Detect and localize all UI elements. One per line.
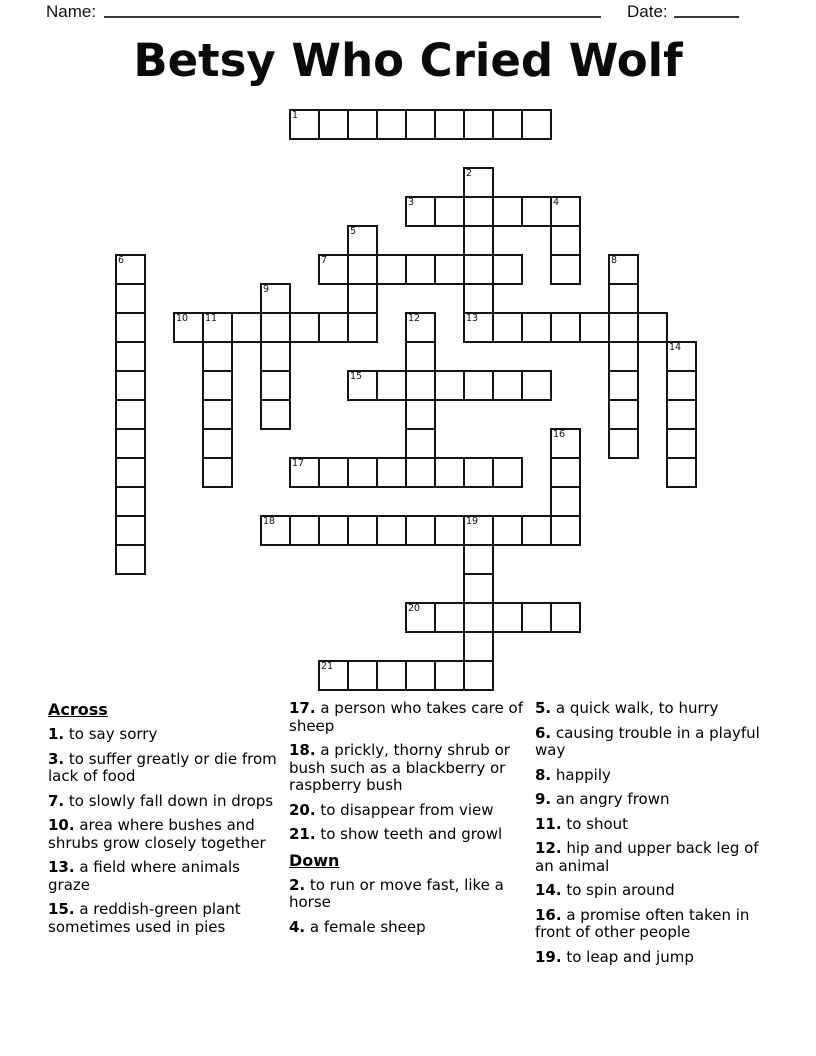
grid-cell-r12c6[interactable] bbox=[289, 457, 320, 488]
clue-down-9-number: 9. bbox=[535, 790, 552, 808]
clue-down-4 bbox=[289, 919, 527, 937]
grid-cell-r9c13[interactable] bbox=[492, 370, 523, 401]
grid-cell-r5c8[interactable] bbox=[347, 254, 378, 285]
clue-across-15-text: a reddish-green plant sometimes used in pies bbox=[48, 900, 241, 936]
clue-across-1-text: to say sorry bbox=[64, 725, 158, 743]
clue-across-13 bbox=[48, 859, 284, 894]
grid-cell-r14c5[interactable] bbox=[260, 515, 291, 546]
grid-cell-r14c13[interactable] bbox=[492, 515, 523, 546]
grid-cell-r17c11[interactable] bbox=[434, 602, 465, 633]
grid-cell-r13c15[interactable] bbox=[550, 486, 581, 517]
grid-cell-r8c5[interactable] bbox=[260, 341, 291, 372]
grid-cell-r19c12[interactable] bbox=[463, 660, 494, 691]
grid-cell-r12c15[interactable] bbox=[550, 457, 581, 488]
grid-cell-r12c13[interactable] bbox=[492, 457, 523, 488]
clue-across-3 bbox=[48, 751, 284, 786]
grid-cell-r5c9[interactable] bbox=[376, 254, 407, 285]
grid-cell-r7c7[interactable] bbox=[318, 312, 349, 343]
grid-cell-r7c12[interactable] bbox=[463, 312, 494, 343]
clue-number-14: 14 bbox=[669, 342, 682, 353]
grid-cell-r5c7[interactable] bbox=[318, 254, 349, 285]
clue-across-15-number: 15. bbox=[48, 900, 75, 918]
grid-cell-r5c13[interactable] bbox=[492, 254, 523, 285]
grid-cell-r12c0[interactable] bbox=[115, 457, 146, 488]
clue-across-21 bbox=[289, 826, 527, 844]
grid-cell-r19c11[interactable] bbox=[434, 660, 465, 691]
grid-cell-r12c3[interactable] bbox=[202, 457, 233, 488]
clue-number-18: 18 bbox=[263, 516, 276, 527]
clue-across-21-number: 21. bbox=[289, 825, 316, 843]
grid-cell-r12c12[interactable] bbox=[463, 457, 494, 488]
grid-cell-r12c9[interactable] bbox=[376, 457, 407, 488]
clue-across-20 bbox=[289, 802, 527, 820]
clue-number-4: 4 bbox=[553, 197, 560, 208]
grid-cell-r19c10[interactable] bbox=[405, 660, 436, 691]
clue-down-16-text: a promise often taken in front of other people bbox=[535, 905, 750, 941]
clue-across-13-number: 13. bbox=[48, 858, 75, 876]
grid-cell-r6c0[interactable] bbox=[115, 283, 146, 314]
grid-cell-r17c13[interactable] bbox=[492, 602, 523, 633]
date-label: Date: bbox=[627, 2, 668, 21]
grid-cell-r9c14[interactable] bbox=[521, 370, 552, 401]
grid-cell-r6c12[interactable] bbox=[463, 283, 494, 314]
clue-across-20-text: to disappear from view bbox=[315, 800, 494, 819]
grid-cell-r7c16[interactable] bbox=[579, 312, 610, 343]
grid-cell-r19c7[interactable] bbox=[318, 660, 349, 691]
clue-across-20-number: 20. bbox=[289, 800, 316, 819]
grid-cell-r14c11[interactable] bbox=[434, 515, 465, 546]
grid-cell-r15c12[interactable] bbox=[463, 544, 494, 575]
grid-cell-r9c5[interactable] bbox=[260, 370, 291, 401]
grid-cell-r9c3[interactable] bbox=[202, 370, 233, 401]
grid-cell-r9c11[interactable] bbox=[434, 370, 465, 401]
grid-cell-r9c19[interactable] bbox=[666, 370, 697, 401]
clue-down-2-number: 2. bbox=[289, 875, 306, 894]
grid-cell-r7c13[interactable] bbox=[492, 312, 523, 343]
grid-cell-r3c13[interactable] bbox=[492, 196, 523, 227]
grid-cell-r14c8[interactable] bbox=[347, 515, 378, 546]
clue-down-16 bbox=[535, 907, 765, 942]
grid-cell-r8c10[interactable] bbox=[405, 341, 436, 372]
clue-across-1-number: 1. bbox=[48, 725, 65, 743]
grid-cell-r5c11[interactable] bbox=[434, 254, 465, 285]
grid-cell-r0c7[interactable] bbox=[318, 109, 349, 140]
grid-cell-r9c9[interactable] bbox=[376, 370, 407, 401]
grid-cell-r3c11[interactable] bbox=[434, 196, 465, 227]
grid-cell-r5c0[interactable] bbox=[115, 254, 146, 285]
clue-across-15 bbox=[48, 901, 284, 936]
grid-cell-r7c3[interactable] bbox=[202, 312, 233, 343]
clue-across-7-number: 7. bbox=[48, 791, 65, 810]
clue-across-10-number: 10. bbox=[48, 816, 75, 834]
grid-cell-r4c8[interactable] bbox=[347, 225, 378, 256]
grid-cell-r11c3[interactable] bbox=[202, 428, 233, 459]
grid-cell-r9c0[interactable] bbox=[115, 370, 146, 401]
grid-cell-r3c14[interactable] bbox=[521, 196, 552, 227]
clue-down-4-text: a female sheep bbox=[305, 917, 426, 936]
grid-cell-r3c12[interactable] bbox=[463, 196, 494, 227]
grid-cell-r0c13[interactable] bbox=[492, 109, 523, 140]
clue-down-6-text: causing trouble in a playful way bbox=[535, 723, 760, 759]
clue-number-10: 10 bbox=[176, 313, 189, 324]
clue-across-3-text: to suffer greatly or die from lack of food bbox=[48, 749, 277, 785]
grid-cell-r0c14[interactable] bbox=[521, 109, 552, 140]
grid-cell-r17c10[interactable] bbox=[405, 602, 436, 633]
clue-across-18 bbox=[289, 742, 527, 795]
grid-cell-r14c7[interactable] bbox=[318, 515, 349, 546]
clue-down-5-number: 5. bbox=[535, 699, 552, 717]
clue-down-8-text: happily bbox=[551, 765, 611, 784]
grid-cell-r12c19[interactable] bbox=[666, 457, 697, 488]
grid-cell-r11c0[interactable] bbox=[115, 428, 146, 459]
grid-cell-r10c5[interactable] bbox=[260, 399, 291, 430]
grid-cell-r0c6[interactable] bbox=[289, 109, 320, 140]
grid-cell-r7c5[interactable] bbox=[260, 312, 291, 343]
grid-cell-r8c17[interactable] bbox=[608, 341, 639, 372]
clue-down-14-number: 14. bbox=[535, 881, 562, 899]
clue-number-12: 12 bbox=[408, 313, 421, 324]
clue-down-6 bbox=[535, 725, 765, 760]
clue-down-2-text: to run or move fast, like a horse bbox=[289, 875, 504, 911]
grid-cell-r14c10[interactable] bbox=[405, 515, 436, 546]
clue-number-19: 19 bbox=[466, 516, 479, 527]
name-input-line[interactable] bbox=[104, 0, 601, 18]
grid-cell-r12c10[interactable] bbox=[405, 457, 436, 488]
grid-cell-r5c17[interactable] bbox=[608, 254, 639, 285]
clue-down-11 bbox=[535, 816, 765, 834]
grid-cell-r0c11[interactable] bbox=[434, 109, 465, 140]
grid-cell-r12c8[interactable] bbox=[347, 457, 378, 488]
clue-number-7: 7 bbox=[321, 255, 328, 266]
grid-cell-r0c9[interactable] bbox=[376, 109, 407, 140]
grid-cell-r17c12[interactable] bbox=[463, 602, 494, 633]
grid-cell-r10c19[interactable] bbox=[666, 399, 697, 430]
clue-number-9: 9 bbox=[263, 284, 270, 295]
clue-across-18-number: 18. bbox=[289, 741, 316, 759]
clue-across-13-text: a field where animals graze bbox=[48, 858, 240, 894]
clue-number-13: 13 bbox=[466, 313, 479, 324]
clue-number-6: 6 bbox=[118, 255, 125, 266]
clue-across-3-number: 3. bbox=[48, 749, 65, 768]
grid-cell-r9c10[interactable] bbox=[405, 370, 436, 401]
grid-cell-r7c15[interactable] bbox=[550, 312, 581, 343]
grid-cell-r0c10[interactable] bbox=[405, 109, 436, 140]
grid-cell-r8c3[interactable] bbox=[202, 341, 233, 372]
clue-number-1: 1 bbox=[292, 110, 299, 121]
clue-across-7-text: to slowly fall down in drops bbox=[64, 791, 274, 810]
grid-cell-r8c0[interactable] bbox=[115, 341, 146, 372]
clue-down-12-number: 12. bbox=[535, 839, 562, 857]
clue-down-2 bbox=[289, 877, 527, 912]
clue-across-18-text: a prickly, thorny shrub or bush such as a blackberry or raspberry bush bbox=[289, 741, 510, 794]
down-header: Down bbox=[289, 850, 340, 870]
clues-column-middle bbox=[289, 700, 527, 943]
grid-cell-r8c19[interactable] bbox=[666, 341, 697, 372]
grid-cell-r10c17[interactable] bbox=[608, 399, 639, 430]
clue-across-17-text: a person who takes care of sheep bbox=[289, 699, 523, 735]
grid-cell-r17c14[interactable] bbox=[521, 602, 552, 633]
grid-cell-r6c5[interactable] bbox=[260, 283, 291, 314]
grid-cell-r0c8[interactable] bbox=[347, 109, 378, 140]
clue-across-17 bbox=[289, 700, 527, 735]
across-header: Across bbox=[48, 700, 108, 719]
grid-cell-r5c10[interactable] bbox=[405, 254, 436, 285]
grid-cell-r12c7[interactable] bbox=[318, 457, 349, 488]
grid-cell-r17c15[interactable] bbox=[550, 602, 581, 633]
clue-down-6-number: 6. bbox=[535, 723, 552, 742]
grid-cell-r7c14[interactable] bbox=[521, 312, 552, 343]
grid-cell-r18c12[interactable] bbox=[463, 631, 494, 662]
grid-cell-r5c15[interactable] bbox=[550, 254, 581, 285]
clue-number-2: 2 bbox=[466, 168, 473, 179]
clue-across-21-text: to show teeth and growl bbox=[315, 825, 503, 843]
grid-cell-r14c14[interactable] bbox=[521, 515, 552, 546]
grid-cell-r7c17[interactable] bbox=[608, 312, 639, 343]
clue-down-12-text: hip and upper back leg of an animal bbox=[535, 839, 759, 875]
grid-cell-r9c8[interactable] bbox=[347, 370, 378, 401]
grid-cell-r14c15[interactable] bbox=[550, 515, 581, 546]
grid-cell-r16c12[interactable] bbox=[463, 573, 494, 604]
grid-cell-r7c2[interactable] bbox=[173, 312, 204, 343]
clue-across-7 bbox=[48, 793, 284, 811]
clue-down-19-text: to leap and jump bbox=[561, 947, 694, 966]
clue-down-4-number: 4. bbox=[289, 917, 306, 936]
grid-cell-r9c17[interactable] bbox=[608, 370, 639, 401]
clue-number-21: 21 bbox=[321, 661, 334, 672]
clue-down-19 bbox=[535, 949, 765, 967]
grid-cell-r15c0[interactable] bbox=[115, 544, 146, 575]
clue-down-8-number: 8. bbox=[535, 765, 552, 784]
grid-cell-r19c9[interactable] bbox=[376, 660, 407, 691]
grid-cell-r7c8[interactable] bbox=[347, 312, 378, 343]
grid-cell-r9c12[interactable] bbox=[463, 370, 494, 401]
clue-across-17-number: 17. bbox=[289, 699, 316, 717]
grid-cell-r3c15[interactable] bbox=[550, 196, 581, 227]
grid-cell-r11c10[interactable] bbox=[405, 428, 436, 459]
grid-cell-r6c8[interactable] bbox=[347, 283, 378, 314]
grid-cell-r19c8[interactable] bbox=[347, 660, 378, 691]
clue-across-10 bbox=[48, 817, 284, 852]
grid-cell-r6c17[interactable] bbox=[608, 283, 639, 314]
clue-down-12 bbox=[535, 840, 765, 875]
clue-number-20: 20 bbox=[408, 603, 421, 614]
clue-down-11-text: to shout bbox=[561, 814, 629, 833]
clue-across-1 bbox=[48, 726, 284, 744]
clue-number-17: 17 bbox=[292, 458, 305, 469]
grid-cell-r12c11[interactable] bbox=[434, 457, 465, 488]
grid-cell-r11c17[interactable] bbox=[608, 428, 639, 459]
grid-cell-r0c12[interactable] bbox=[463, 109, 494, 140]
grid-cell-r7c0[interactable] bbox=[115, 312, 146, 343]
grid-cell-r3c10[interactable] bbox=[405, 196, 436, 227]
clue-number-8: 8 bbox=[611, 255, 618, 266]
grid-cell-r7c10[interactable] bbox=[405, 312, 436, 343]
clue-down-11-number: 11. bbox=[535, 814, 562, 833]
clue-number-3: 3 bbox=[408, 197, 415, 208]
clue-down-14-text: to spin around bbox=[561, 881, 675, 899]
clues-column-down bbox=[535, 700, 765, 973]
clues-column-across bbox=[48, 700, 284, 943]
grid-cell-r7c6[interactable] bbox=[289, 312, 320, 343]
grid-cell-r10c0[interactable] bbox=[115, 399, 146, 430]
clue-number-5: 5 bbox=[350, 226, 357, 237]
grid-cell-r11c19[interactable] bbox=[666, 428, 697, 459]
name-label: Name: bbox=[46, 2, 97, 21]
clue-down-19-number: 19. bbox=[535, 947, 562, 966]
grid-cell-r11c15[interactable] bbox=[550, 428, 581, 459]
clue-down-5-text: a quick walk, to hurry bbox=[551, 699, 719, 717]
grid-cell-r14c9[interactable] bbox=[376, 515, 407, 546]
grid-cell-r5c12[interactable] bbox=[463, 254, 494, 285]
clue-number-15: 15 bbox=[350, 371, 363, 382]
grid-cell-r10c10[interactable] bbox=[405, 399, 436, 430]
clue-across-10-text: area where bushes and shrubs grow closely together bbox=[48, 816, 266, 852]
clue-number-11: 11 bbox=[205, 313, 218, 324]
grid-cell-r4c15[interactable] bbox=[550, 225, 581, 256]
puzzle-title: Betsy Who Cried Wolf bbox=[133, 34, 683, 87]
clue-down-8 bbox=[535, 767, 765, 785]
grid-cell-r2c12[interactable] bbox=[463, 167, 494, 198]
clue-number-16: 16 bbox=[553, 429, 566, 440]
clue-down-9-text: an angry frown bbox=[551, 790, 670, 808]
grid-cell-r14c6[interactable] bbox=[289, 515, 320, 546]
grid-cell-r7c18[interactable] bbox=[637, 312, 668, 343]
grid-cell-r4c12[interactable] bbox=[463, 225, 494, 256]
date-input-line[interactable] bbox=[674, 0, 739, 18]
grid-cell-r10c3[interactable] bbox=[202, 399, 233, 430]
grid-cell-r14c0[interactable] bbox=[115, 515, 146, 546]
clue-down-9 bbox=[535, 791, 765, 809]
clue-down-14 bbox=[535, 882, 765, 900]
grid-cell-r13c0[interactable] bbox=[115, 486, 146, 517]
grid-cell-r14c12[interactable] bbox=[463, 515, 494, 546]
clue-down-16-number: 16. bbox=[535, 905, 562, 924]
grid-cell-r7c4[interactable] bbox=[231, 312, 262, 343]
clue-down-5 bbox=[535, 700, 765, 718]
